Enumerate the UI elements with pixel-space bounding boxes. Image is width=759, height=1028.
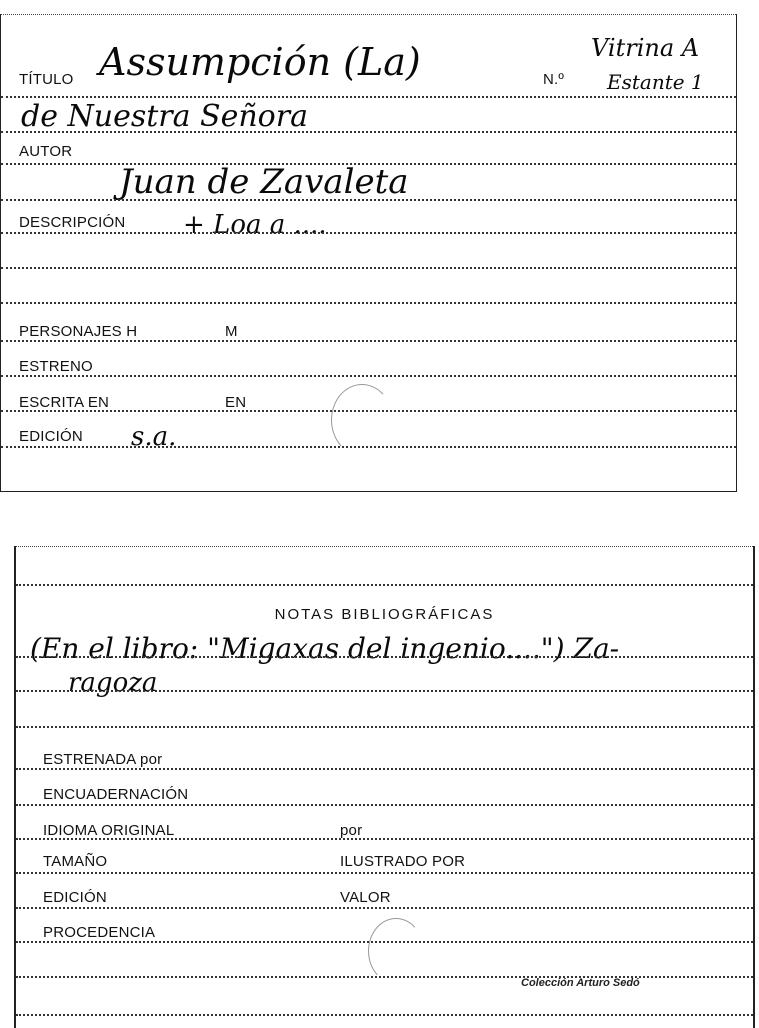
titulo-line [1, 96, 736, 98]
personajes-line [1, 340, 736, 342]
procedencia-label: PROCEDENCIA [43, 924, 156, 941]
descripcion-line-2 [1, 267, 736, 269]
estrenada-line [16, 768, 753, 770]
titulo-handwritten-line2: de Nuestra Señora [21, 99, 308, 134]
card-top-edge [1, 14, 736, 15]
catalog-card-front [0, 14, 737, 492]
personajes-m-label: M [225, 323, 238, 340]
autor-handwritten: Juan de Zavaleta [119, 162, 409, 202]
autor-line-2 [1, 199, 736, 201]
encuadernacion-line [16, 804, 753, 806]
numero-handwritten-line2: Estante 1 [607, 70, 704, 94]
back-line-0 [16, 584, 753, 586]
notas-line-2 [16, 690, 753, 692]
encuadernacion-label: ENCUADERNACIÓN [43, 786, 189, 803]
catalog-card-back [14, 546, 755, 1028]
tamano-label: TAMAÑO [43, 853, 108, 870]
descripcion-line-3 [1, 302, 736, 304]
personajes-label: PERSONAJES H [19, 323, 138, 340]
titulo-handwritten-line1: Assumpción (La) [99, 40, 421, 84]
notas-line-1 [16, 656, 753, 658]
titulo-label: TÍTULO [19, 71, 74, 88]
autor-label: AUTOR [19, 143, 73, 160]
idioma-por-label: por [340, 822, 363, 839]
valor-label: VALOR [340, 889, 391, 906]
idioma-label: IDIOMA ORIGINAL [43, 822, 175, 839]
paper-smudge [368, 918, 424, 984]
tamano-line [16, 872, 753, 874]
titulo-line-2 [1, 131, 736, 133]
bottom-line [16, 1014, 753, 1016]
numero-label: N.º [543, 71, 565, 88]
descripcion-label: DESCRIPCIÓN [19, 214, 126, 231]
card-top-edge [16, 546, 753, 547]
estrenada-label: ESTRENADA por [43, 751, 163, 768]
notas-heading: NOTAS BIBLIOGRÁFICAS [274, 606, 495, 623]
escrita-en-label: ESCRITA EN [19, 394, 110, 411]
ilustrado-label: ILUSTRADO POR [340, 853, 466, 870]
autor-line [1, 163, 736, 165]
edicion-back-line [16, 907, 753, 909]
edicion-back-label: EDICIÓN [43, 889, 107, 906]
idioma-line [16, 838, 753, 840]
edicion-handwritten: s.a. [131, 422, 177, 452]
numero-handwritten-line1: Vitrina A [591, 34, 700, 62]
notas-handwritten-line1: (En el libro: "Migaxas del ingenio....") Za- [30, 632, 620, 665]
paper-smudge [331, 384, 393, 456]
descripcion-handwritten: + Loa a .... [183, 210, 327, 240]
notas-handwritten-line2: ragoza [68, 668, 158, 698]
collection-footer: Colección Arturo Sedó [521, 977, 640, 989]
estreno-line [1, 375, 736, 377]
notas-line-3 [16, 726, 753, 728]
edicion-label: EDICIÓN [19, 428, 83, 445]
estreno-label: ESTRENO [19, 358, 93, 375]
descripcion-line [1, 232, 736, 234]
escrita-en2-label: EN [225, 394, 247, 411]
